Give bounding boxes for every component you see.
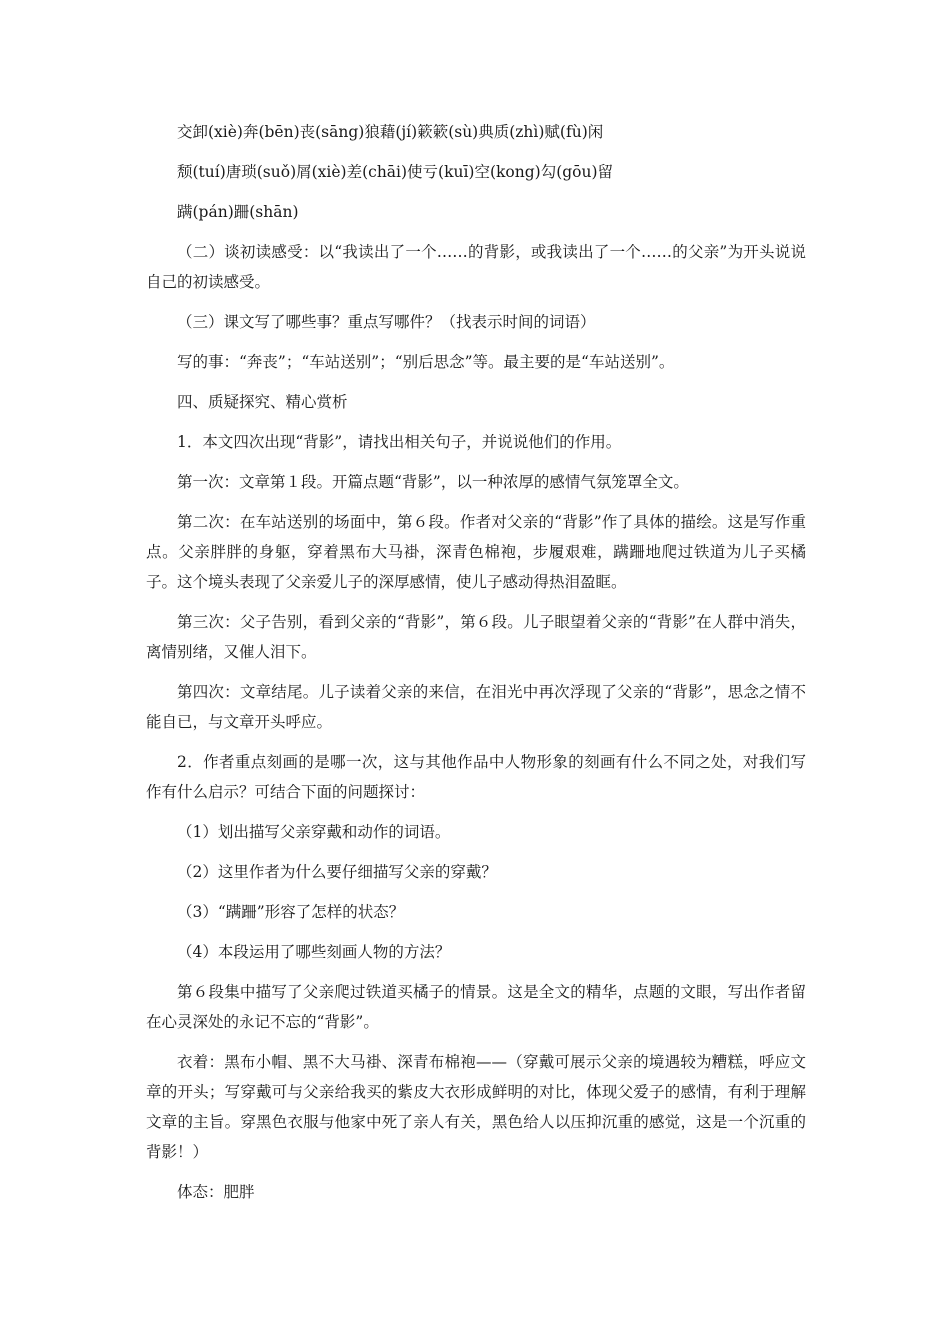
sub-question-2: （2）这里作者为什么要仔细描写父亲的穿戴？ [177, 863, 497, 881]
section-heading-four: 四、质疑探究、精心赏析 [177, 393, 348, 411]
answer-second-time: 第二次：在车站送别的场面中，第６段。作者对父亲的“背影”作了具体的描绘。这是写作重点。父亲胖胖的身躯，穿着黑布大马褂，深青色棉袍，步履艰难，蹒跚地爬过铁道为儿子买橘子。这个境头表现了父亲爱儿子的深厚感情，使儿子感动得热泪盈眶。 [146, 513, 806, 591]
pinyin-line-2: 颓(tuí)唐琐(suǒ)屑(xiè)差(chāi)使亏(kuī)空(kong)勾(gōu)留 [177, 163, 614, 181]
answer-fourth-time: 第四次：文章结尾。儿子读着父亲的来信，在泪光中再次浮现了父亲的“背影”，思念之情不能自已，与文章开头呼应。 [146, 683, 806, 731]
events-answer: 写的事：“奔丧”；“车站送别”；“别后思念”等。最主要的是“车站送别”。 [177, 353, 675, 371]
sub-question-4: （4）本段运用了哪些刻画人物的方法？ [177, 943, 451, 961]
sub-question-3: （3）“蹒跚”形容了怎样的状态？ [177, 903, 405, 921]
document-body [146, 117, 806, 1217]
answer-third-time: 第三次：父子告别，看到父亲的“背影”，第６段。儿子眼望着父亲的“背影”在人群中消失，离情别绪，又催人泪下。 [146, 613, 806, 661]
question-two: 2．作者重点刻画的是哪一次，这与其他作品中人物形象的刻画有什么不同之处，对我们写作有什么启示？可结合下面的问题探讨： [146, 753, 806, 801]
pinyin-line-3: 蹒(pán)跚(shān) [177, 203, 299, 221]
sub-question-1: （1）划出描写父亲穿戴和动作的词语。 [177, 823, 451, 841]
section-first-impression: （二）谈初读感受：以“我读出了一个……的背影，或我读出了一个……的父亲”为开头说说自己的初读感受。 [146, 243, 806, 291]
question-one: 1．本文四次出现“背影”，请找出相关句子，并说说他们的作用。 [177, 433, 622, 451]
section-events-question: （三）课文写了哪些事？重点写哪件？（找表示时间的词语） [177, 313, 596, 331]
answer-first-time: 第一次：文章第１段。开篇点题“背影”，以一种浓厚的感情气氛笼罩全文。 [177, 473, 689, 491]
clothing-analysis: 衣着：黑布小帽、黑不大马褂、深青布棉袍——（穿戴可展示父亲的境遇较为糟糕，呼应文章的开头；写穿戴可与父亲给我买的紫皮大衣形成鲜明的对比，体现父爱子的感情，有利于理解文章的主旨。穿黑色衣服与他家中死了亲人有关，黑色给人以压抑沉重的感觉，这是一个沉重的背影！） [146, 1053, 806, 1161]
paragraph-six-summary: 第６段集中描写了父亲爬过铁道买橘子的情景。这是全文的精华，点题的文眼，写出作者留在心灵深处的永记不忘的“背影”。 [146, 983, 806, 1031]
pinyin-line-1: 交卸(xiè)奔(bēn)丧(sāng)狼藉(jí)簌簌(sù)典质(zhì)赋(fù)闲 [177, 123, 604, 141]
posture-analysis: 体态：肥胖 [177, 1183, 255, 1201]
